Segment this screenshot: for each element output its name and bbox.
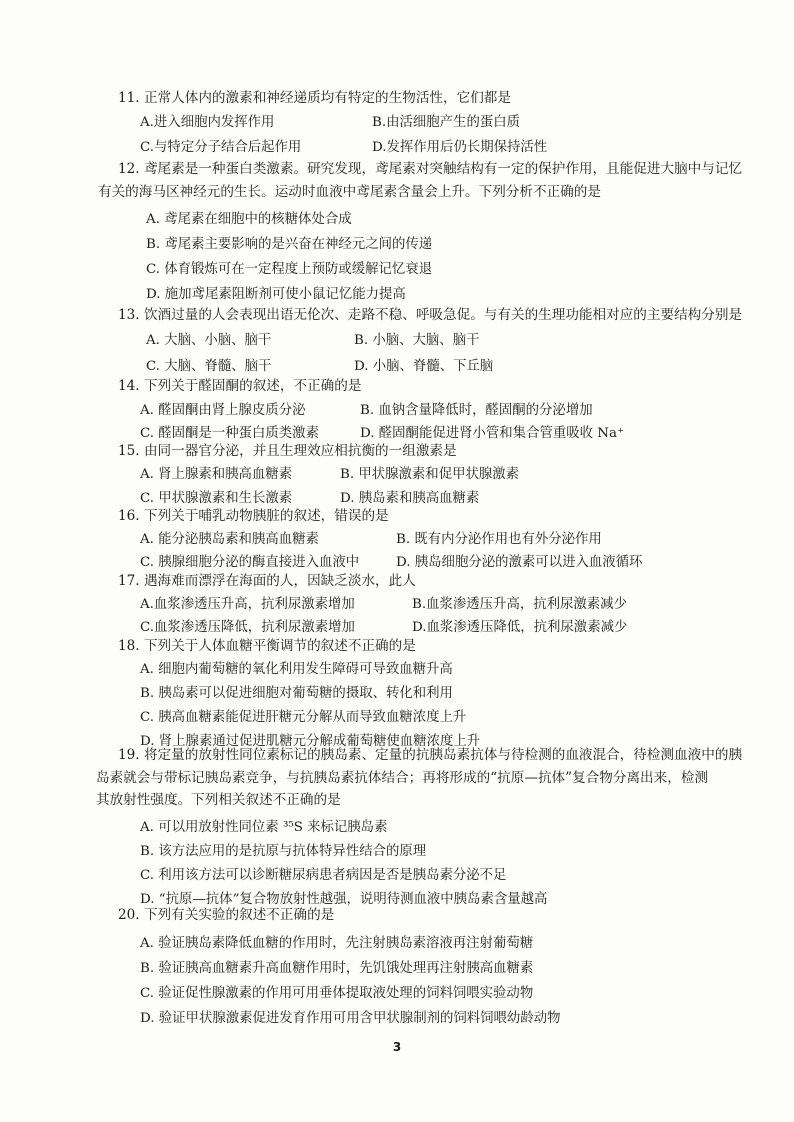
question-stem-cont: 其放射性强度。下列相关叙述不正确的是 bbox=[96, 792, 341, 808]
question-18 bbox=[118, 635, 778, 658]
option-c: C. 体育锻炼可在一定程度上预防或缓解记忆衰退 bbox=[146, 262, 433, 277]
option-c: C.血浆渗透压降低，抗利尿激素增加 bbox=[140, 620, 355, 635]
option-c: C. 甲状腺激素和生长激素 bbox=[140, 491, 293, 506]
option-a: A.血浆渗透压升高，抗利尿激素增加 bbox=[140, 597, 355, 612]
option-c: C. 醛固酮是一种蛋白质类激素 bbox=[140, 426, 319, 441]
question-14 bbox=[118, 375, 778, 398]
question-stem-cont: 岛素就会与带标记胰岛素竞争，与抗胰岛素抗体结合；再将形成的“抗原—抗体”复合物分离出来，检测 bbox=[96, 769, 709, 786]
question-19 bbox=[96, 744, 778, 812]
option-b: B.血浆渗透压升高，抗利尿激素减少 bbox=[412, 597, 627, 612]
option-b: B.由活细胞产生的蛋白质 bbox=[372, 115, 521, 130]
page-number: 3 bbox=[392, 1040, 402, 1054]
question-stem: 13. 饮酒过量的人会表现出语无伦次、走路不稳、呼吸急促。与有关的生理功能相对应的主要结构分别是 bbox=[118, 307, 743, 323]
question-15 bbox=[118, 440, 778, 463]
option-d: D. 肾上腺素通过促进肌糖元分解成葡萄糖使血糖浓度上升 bbox=[140, 734, 481, 749]
option-d: D. 验证甲状腺激素促进发育作用可用含甲状腺制剂的饲料饲喂幼龄动物 bbox=[140, 1011, 561, 1026]
option-a: A. 大脑、小脑、脑干 bbox=[146, 333, 272, 348]
option-b: B. 小脑、大脑、脑干 bbox=[354, 333, 480, 348]
option-c: C.与特定分子结合后起作用 bbox=[140, 140, 302, 155]
option-a: A. 鸢尾素在细胞中的核糖体处合成 bbox=[146, 212, 352, 227]
option-b: B. 血钠含量降低时，醛固酮的分泌增加 bbox=[360, 403, 593, 418]
option-d: D. 小脑、脊髓、下丘脑 bbox=[354, 359, 494, 374]
option-b: B. 既有内分泌作用也有外分泌作用 bbox=[396, 532, 602, 547]
option-a: A. 可以用放射性同位素 ³⁵S 来标记胰岛素 bbox=[140, 820, 388, 835]
question-16 bbox=[118, 505, 778, 528]
question-stem-cont: 有关的海马区神经元的生长。运动时血液中鸢尾素含量会上升。下列分析不正确的是 bbox=[98, 183, 601, 200]
question-stem: 14. 下列关于醛固酮的叙述，不正确的是 bbox=[118, 378, 362, 394]
question-stem: 17. 遇海难而漂浮在海面的人，因缺乏淡水，此人 bbox=[118, 573, 416, 589]
option-b: B. 胰岛素可以促进细胞对葡萄糖的摄取、转化和利用 bbox=[140, 686, 453, 701]
question-20 bbox=[118, 904, 778, 927]
question-17 bbox=[118, 570, 778, 593]
question-12 bbox=[98, 158, 778, 203]
option-a: A.进入细胞内发挥作用 bbox=[140, 115, 275, 130]
question-stem: 15. 由同一器官分泌，并且生理效应相抗衡的一组激素是 bbox=[118, 443, 457, 459]
option-c: C. 利用该方法可以诊断糖尿病患者病因是否是胰岛素分泌不足 bbox=[140, 868, 507, 883]
option-b: B. 该方法应用的是抗原与抗体特异性结合的原理 bbox=[140, 844, 427, 859]
option-c: C. 胰腺细胞分泌的酶直接进入血液中 bbox=[140, 555, 360, 570]
question-11 bbox=[118, 87, 778, 110]
question-stem: 18. 下列关于人体血糖平衡调节的叙述不正确的是 bbox=[118, 638, 416, 654]
option-d: D.血浆渗透压降低，抗利尿激素减少 bbox=[412, 620, 628, 635]
option-d: D. 胰岛素和胰高血糖素 bbox=[340, 491, 480, 506]
option-b: B. 鸢尾素主要影响的是兴奋在神经元之间的传递 bbox=[146, 237, 433, 252]
option-c: C. 大脑、脊髓、脑干 bbox=[146, 359, 272, 374]
option-d: D.发挥作用后仍长期保持活性 bbox=[372, 140, 548, 155]
option-a: A. 验证胰岛素降低血糖的作用时，先注射胰岛素溶液再注射葡萄糖 bbox=[140, 936, 534, 951]
option-a: A. 能分泌胰岛素和胰高血糖素 bbox=[140, 532, 319, 547]
option-a: A. 肾上腺素和胰高血糖素 bbox=[140, 467, 293, 482]
question-13 bbox=[118, 304, 778, 327]
option-d: D. 胰岛细胞分泌的激素可以进入血液循环 bbox=[396, 555, 643, 570]
question-stem: 16. 下列关于哺乳动物胰脏的叙述，错误的是 bbox=[118, 508, 389, 524]
option-c: C. 验证促性腺激素的作用可用垂体提取液处理的饲料饲喂实验动物 bbox=[140, 986, 534, 1001]
option-d: D. 醛固酮能促进肾小管和集合管重吸收 Na⁺ bbox=[360, 426, 625, 441]
option-c: C. 胰高血糖素能促进肝糖元分解从而导致血糖浓度上升 bbox=[140, 710, 467, 725]
option-d: D. “抗原—抗体”复合物放射性越强，说明待测血液中胰岛素含量越高 bbox=[140, 892, 548, 907]
option-b: B. 验证胰高血糖素升高血糖作用时，先饥饿处理再注射胰高血糖素 bbox=[140, 961, 534, 976]
question-stem: 19. 将定量的放射性同位素标记的胰岛素、定量的抗胰岛素抗体与待检测的血液混合，待检测血液中的胰 bbox=[118, 747, 743, 763]
option-a: A. 细胞内葡萄糖的氧化利用发生障碍可导致血糖升高 bbox=[140, 662, 453, 677]
question-stem: 11. 正常人体内的激素和神经递质均有特定的生物活性，它们都是 bbox=[118, 90, 511, 106]
question-stem: 20. 下列有关实验的叙述不正确的是 bbox=[118, 907, 335, 923]
option-b: B. 甲状腺激素和促甲状腺激素 bbox=[340, 467, 520, 482]
question-stem: 12. 鸢尾素是一种蛋白类激素。研究发现，鸢尾素对突触结构有一定的保护作用，且能促进大脑中与记忆 bbox=[118, 161, 743, 177]
option-a: A. 醛固酮由肾上腺皮质分泌 bbox=[140, 403, 306, 418]
option-d: D. 施加鸢尾素阻断剂可使小鼠记忆能力提高 bbox=[146, 287, 406, 302]
